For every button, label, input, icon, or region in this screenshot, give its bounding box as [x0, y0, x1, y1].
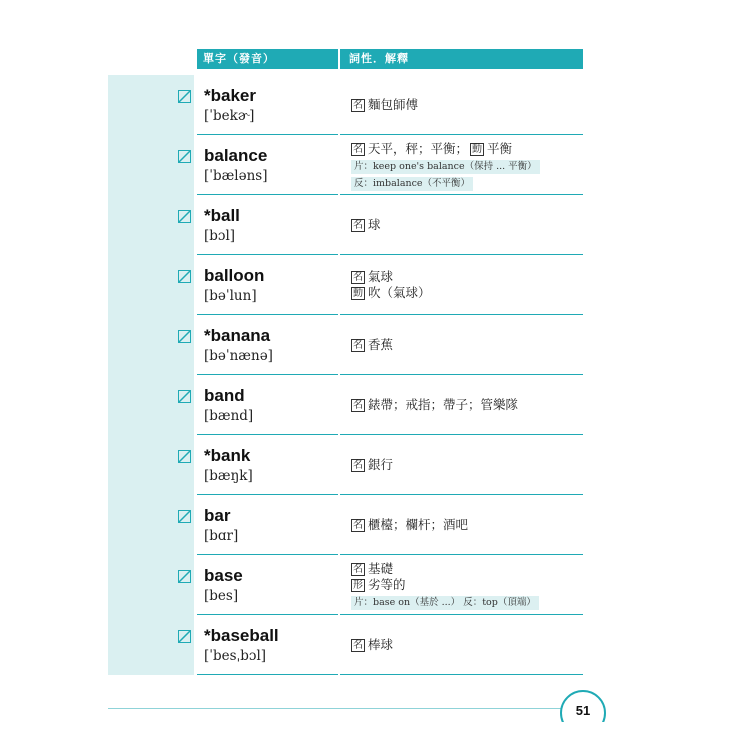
headword: *baseball: [204, 626, 279, 645]
pronunciation: [bæŋk]: [204, 468, 253, 484]
pronunciation: [bænd]: [204, 408, 254, 424]
row-divider: [197, 674, 338, 675]
pronunciation: [ˈbekɚ]: [204, 108, 255, 124]
checkbox-icon[interactable]: [178, 570, 191, 583]
definition-line: [351, 97, 583, 113]
definition-text: 天平，秤；平衡；: [368, 141, 469, 156]
word-entry: [0, 135, 750, 195]
word-entry: [0, 495, 750, 555]
definition-line: [351, 517, 583, 533]
definition-block: [351, 97, 583, 113]
definition-block: [351, 141, 583, 191]
part-of-speech-tag: 名: [353, 460, 363, 471]
part-of-speech-tag: 形: [353, 580, 363, 591]
definition-block: [351, 337, 583, 353]
definition-line: [351, 285, 583, 301]
definition-text: 吹（氣球）: [368, 285, 431, 300]
headword: band: [204, 386, 245, 405]
checkbox-icon[interactable]: [178, 450, 191, 463]
definition-text: 平衡: [487, 141, 513, 156]
word-entry: [0, 255, 750, 315]
pronunciation: [bəˈnænə]: [204, 348, 273, 364]
definition-block: [351, 457, 583, 473]
word-entry: [0, 615, 750, 675]
checkbox-icon[interactable]: [178, 330, 191, 343]
headword: *banana: [204, 326, 271, 345]
definition-text: 櫃檯；欄杆；酒吧: [368, 517, 469, 532]
headword: *baker: [204, 86, 256, 105]
part-of-speech-tag: 名: [353, 340, 363, 351]
definition-block: [351, 517, 583, 533]
definition-block: [351, 561, 583, 610]
word-entry: [0, 315, 750, 375]
pronunciation: [bes]: [204, 588, 239, 604]
checkbox-icon[interactable]: [178, 90, 191, 103]
pronunciation: [bɑr]: [204, 528, 239, 544]
definition-text: 香蕉: [368, 337, 394, 352]
definition-line: [351, 174, 583, 191]
usage-note: 片：base on（基於 ...） 反：top（頂端）: [351, 596, 539, 610]
definition-line: [351, 337, 583, 353]
definition-text: 球: [368, 217, 381, 232]
definition-line: [351, 157, 583, 174]
part-of-speech-tag: 名: [353, 520, 363, 531]
badge-mask: [555, 722, 615, 750]
definition-line: [351, 141, 583, 157]
word-entry: [0, 75, 750, 135]
pronunciation: [bəˈlun]: [204, 288, 257, 304]
headword: balance: [204, 146, 268, 165]
definition-line: [351, 637, 583, 653]
headword: balloon: [204, 266, 265, 285]
definition-text: 基礎: [368, 561, 394, 576]
checkbox-icon[interactable]: [178, 630, 191, 643]
part-of-speech-tag: 名: [353, 564, 363, 575]
word-entry: [0, 375, 750, 435]
part-of-speech-tag: 名: [353, 400, 363, 411]
definition-text: 麵包師傅: [368, 97, 419, 112]
definition-block: [351, 217, 583, 233]
checkbox-icon[interactable]: [178, 510, 191, 523]
usage-note: 反：imbalance（不平衡）: [351, 177, 473, 191]
checkbox-icon[interactable]: [178, 270, 191, 283]
word-entry: [0, 435, 750, 495]
page-number: 51: [575, 703, 591, 718]
pronunciation: [ˈbæləns]: [204, 168, 268, 184]
part-of-speech-tag: 動: [472, 144, 483, 155]
checkbox-icon[interactable]: [178, 390, 191, 403]
word-entry: [0, 195, 750, 255]
definition-text: 銀行: [368, 457, 394, 472]
pronunciation: [ˈbesˌbɔl]: [204, 648, 267, 664]
checkbox-icon[interactable]: [178, 210, 191, 223]
headword: *ball: [204, 206, 240, 225]
word-entry: [0, 555, 750, 615]
headword: bar: [204, 506, 231, 525]
definition-text: 棒球: [368, 637, 394, 652]
definition-block: [351, 397, 583, 413]
definition-line: [351, 397, 583, 413]
headword: *bank: [204, 446, 251, 465]
definition-line: [351, 577, 583, 593]
part-of-speech-tag: 名: [353, 640, 363, 651]
definition-line: [351, 561, 583, 577]
definition-text: 錶帶；戒指；帶子；管樂隊: [368, 397, 519, 412]
pronunciation: [bɔl]: [204, 228, 236, 244]
checkbox-icon[interactable]: [178, 150, 191, 163]
definition-text: 劣等的: [368, 577, 406, 592]
part-of-speech-tag: 名: [353, 220, 363, 231]
part-of-speech-tag: 名: [353, 272, 363, 283]
header-definition-column: 詞性．解釋: [340, 49, 583, 69]
part-of-speech-tag: 動: [353, 288, 363, 299]
definition-block: [351, 269, 583, 301]
definition-text: 氣球: [368, 269, 394, 284]
definition-block: [351, 637, 583, 653]
definition-line: [351, 217, 583, 233]
footer-rule: [108, 708, 566, 709]
definition-line: [351, 457, 583, 473]
headword: base: [204, 566, 243, 585]
definition-line: [351, 269, 583, 285]
usage-note: 片：keep one's balance（保持 ... 平衡）: [351, 160, 540, 174]
part-of-speech-tag: 名: [353, 144, 363, 155]
part-of-speech-tag: 名: [353, 100, 363, 111]
row-divider: [340, 674, 583, 675]
header-word-column: 單字（發音）: [197, 49, 338, 69]
definition-line: [351, 593, 583, 610]
